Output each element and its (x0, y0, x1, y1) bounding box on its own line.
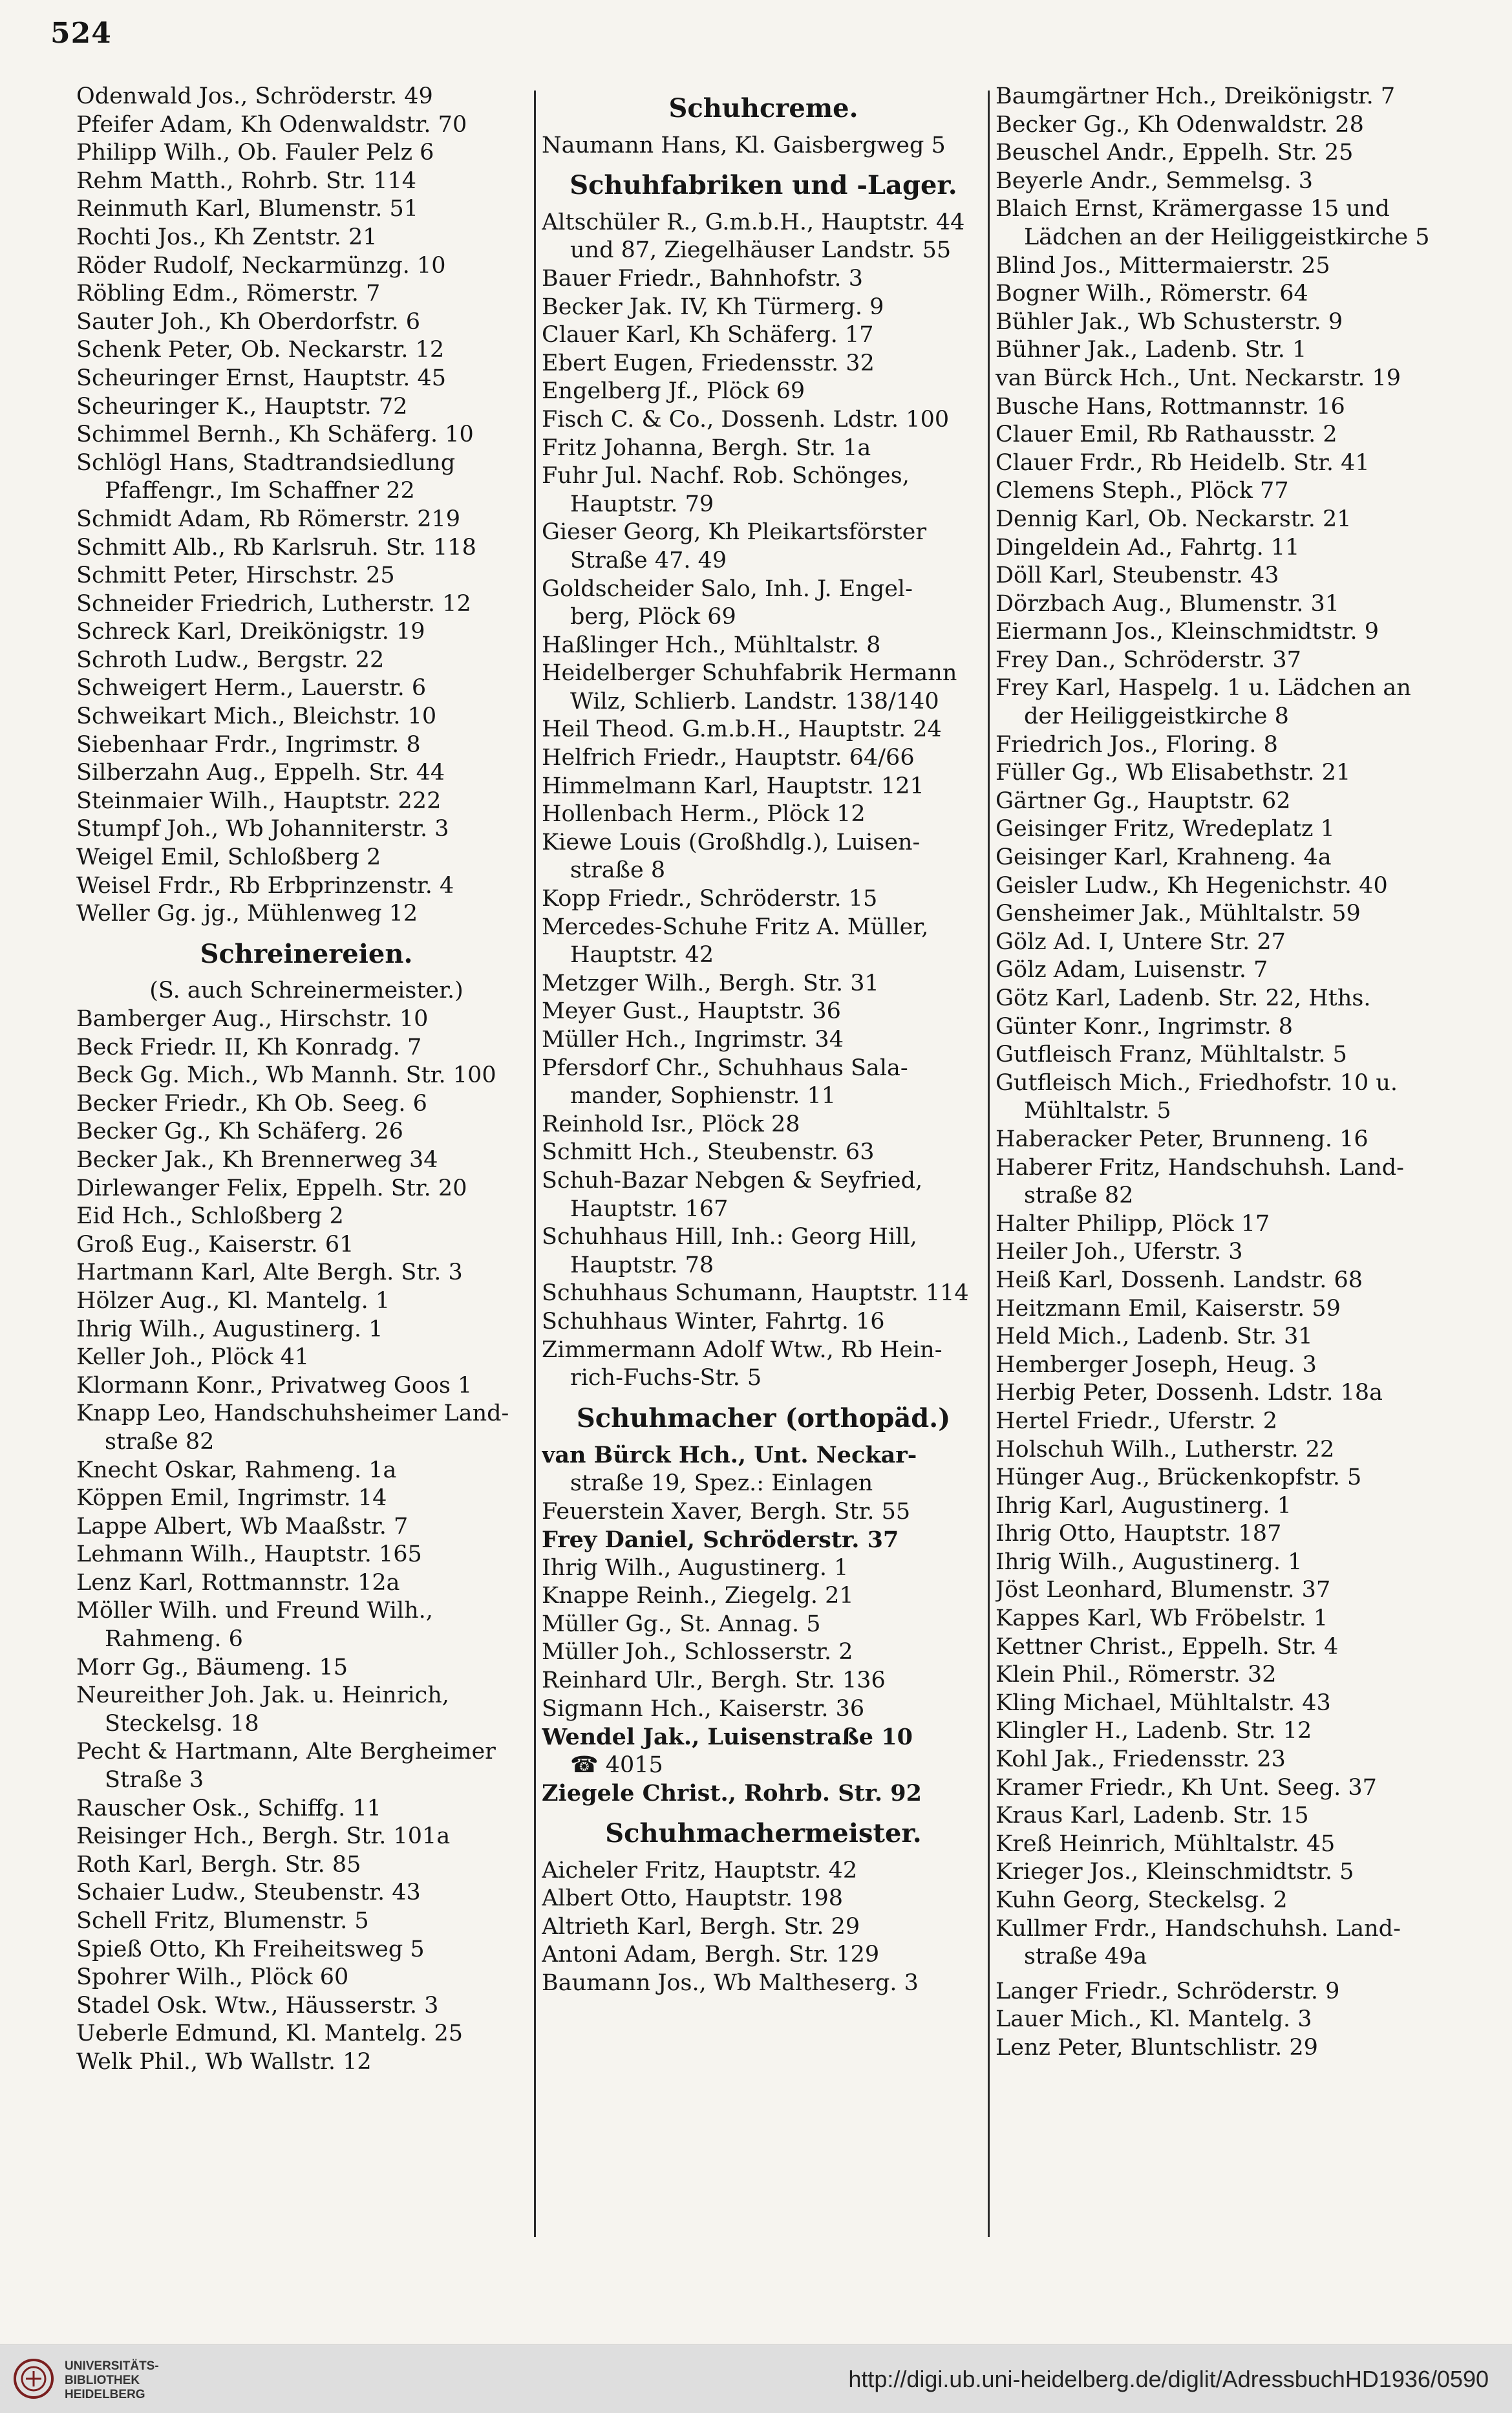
directory-entry: Haberacker Peter, Brunneng. 16 (996, 1126, 1368, 1152)
directory-entry: Altschüler R., G.m.b.H., Hauptstr. 44 (542, 209, 965, 235)
directory-entry: Schroth Ludw., Bergstr. 22 (76, 647, 385, 673)
directory-entry: Beuschel Andr., Eppelh. Str. 25 (996, 140, 1354, 166)
directory-entry: Geisinger Karl, Krahneng. 4a (996, 844, 1332, 871)
directory-entry: Lenz Karl, Rottmannstr. 12a (76, 1569, 400, 1596)
directory-entry: Bauer Friedr., Bahnhofstr. 3 (542, 265, 863, 292)
directory-entry: Götz Karl, Ladenb. Str. 22, Hths. (996, 985, 1371, 1011)
library-logo-text (65, 2359, 159, 2402)
directory-entry: Eid Hch., Schloßberg 2 (76, 1203, 344, 1230)
directory-entry: Ueberle Edmund, Kl. Mantelg. 25 (76, 2021, 463, 2047)
directory-entry: Füller Gg., Wb Elisabethstr. 21 (996, 760, 1351, 786)
column-right (996, 83, 1448, 2063)
entry-continuation: berg, Plöck 69 (570, 604, 736, 630)
directory-entry: Hollenbach Herm., Plöck 12 (542, 801, 866, 828)
directory-entry: Kreß Heinrich, Mühltalstr. 45 (996, 1830, 1336, 1857)
logo-line: UNIVERSITÄTS- (65, 2359, 159, 2373)
directory-entry: Heiß Karl, Dossenh. Landstr. 68 (996, 1267, 1363, 1293)
entry-continuation: ☎ 4015 (570, 1752, 663, 1778)
section-heading: Schreinereien. (200, 939, 413, 969)
directory-entry: Müller Gg., St. Annag. 5 (542, 1611, 821, 1637)
directory-entry: Kramer Friedr., Kh Unt. Seeg. 37 (996, 1774, 1377, 1801)
directory-entry: Roth Karl, Bergh. Str. 85 (76, 1851, 361, 1878)
directory-entry: Schneider Friedrich, Lutherstr. 12 (76, 590, 471, 617)
directory-entry: Klormann Konr., Privatweg Goos 1 (76, 1372, 473, 1399)
directory-entry: Geisler Ludw., Kh Hegenichstr. 40 (996, 872, 1388, 899)
directory-entry: Lenz Peter, Bluntschlistr. 29 (996, 2034, 1318, 2061)
directory-entry: Halter Philipp, Plöck 17 (996, 1210, 1270, 1237)
directory-entry: Hartmann Karl, Alte Bergh. Str. 3 (76, 1260, 463, 1286)
section-heading: Schuhfabriken und -Lager. (570, 171, 957, 200)
directory-entry: Ihrig Otto, Hauptstr. 187 (996, 1521, 1282, 1547)
directory-entry: Ziegele Christ., Rohrb. Str. 92 (542, 1780, 922, 1807)
directory-entry: Metzger Wilh., Bergh. Str. 31 (542, 970, 879, 996)
column-middle (542, 83, 985, 1998)
directory-entry: Sauter Joh., Kh Oberdorfstr. 6 (76, 308, 420, 335)
directory-entry: Neureither Joh. Jak. u. Heinrich, (76, 1682, 449, 1709)
directory-entry: Pecht & Hartmann, Alte Bergheimer (76, 1739, 496, 1765)
directory-entry: Weigel Emil, Schloßberg 2 (76, 844, 381, 871)
directory-entry: Schweikart Mich., Bleichstr. 10 (76, 703, 437, 730)
directory-entry: Köppen Emil, Ingrimstr. 14 (76, 1485, 387, 1512)
entry-continuation: Hauptstr. 167 (570, 1196, 729, 1222)
directory-entry: Jöst Leonhard, Blumenstr. 37 (996, 1577, 1331, 1603)
section-heading: Schuhmachermeister. (605, 1819, 922, 1848)
directory-entry: Beyerle Andr., Semmelsg. 3 (996, 167, 1314, 194)
directory-entry: Gutfleisch Mich., Friedhofstr. 10 u. (996, 1069, 1398, 1096)
directory-entry: Lauer Mich., Kl. Mantelg. 3 (996, 2006, 1312, 2033)
directory-entry: Clemens Steph., Plöck 77 (996, 478, 1289, 504)
directory-entry: Heiler Joh., Uferstr. 3 (996, 1239, 1243, 1265)
directory-entry: Helfrich Friedr., Hauptstr. 64/66 (542, 745, 915, 771)
directory-entry: Ihrig Wilh., Augustinerg. 1 (996, 1549, 1303, 1575)
entry-continuation: straße 82 (105, 1428, 215, 1455)
entry-continuation: Lädchen an der Heiliggeistkirche 5 (1024, 224, 1430, 250)
directory-entry: Rauscher Osk., Schiffg. 11 (76, 1795, 381, 1821)
directory-entry: Langer Friedr., Schröderstr. 9 (996, 1978, 1340, 2004)
directory-entry: Mercedes-Schuhe Fritz A. Müller, (542, 914, 929, 940)
directory-entry: Kling Michael, Mühltalstr. 43 (996, 1689, 1331, 1716)
directory-entry: Schimmel Bernh., Kh Schäferg. 10 (76, 422, 474, 448)
directory-entry: Schlögl Hans, Stadtrandsiedlung (76, 449, 456, 476)
directory-entry: Heitzmann Emil, Kaiserstr. 59 (996, 1295, 1341, 1322)
directory-entry: van Bürck Hch., Unt. Neckar- (542, 1442, 917, 1469)
directory-entry: Hertel Friedr., Uferstr. 2 (996, 1408, 1277, 1434)
directory-entry: Altrieth Karl, Bergh. Str. 29 (542, 1913, 860, 1940)
directory-entry: Meyer Gust., Hauptstr. 36 (542, 998, 841, 1025)
directory-entry: Antoni Adam, Bergh. Str. 129 (542, 1942, 880, 1968)
directory-entry: Pfersdorf Chr., Schuhhaus Sala- (542, 1055, 908, 1081)
directory-entry: Albert Otto, Hauptstr. 198 (542, 1885, 844, 1912)
entry-continuation: Steckelsg. 18 (105, 1710, 259, 1737)
directory-entry: Engelberg Jf., Plöck 69 (542, 378, 805, 405)
directory-entry: Bamberger Aug., Hirschstr. 10 (76, 1006, 429, 1032)
directory-entry: Ebert Eugen, Friedensstr. 32 (542, 350, 875, 376)
footer-bar (0, 2344, 1512, 2413)
entry-continuation: straße 82 (1024, 1183, 1134, 1209)
directory-entry: Gölz Adam, Luisenstr. 7 (996, 957, 1268, 983)
directory-entry: Knapp Leo, Handschuhsheimer Land- (76, 1400, 509, 1427)
directory-entry: Weller Gg. jg., Mühlenweg 12 (76, 901, 418, 927)
entry-continuation: straße 49a (1024, 1944, 1147, 1970)
directory-entry: Holschuh Wilh., Lutherstr. 22 (996, 1436, 1335, 1463)
directory-entry: Müller Joh., Schlosserstr. 2 (542, 1639, 853, 1666)
directory-entry: Reinhard Ulr., Bergh. Str. 136 (542, 1668, 886, 1694)
directory-entry: Steinmaier Wilh., Hauptstr. 222 (76, 788, 442, 814)
entry-continuation: Straße 47. 49 (570, 547, 727, 574)
directory-entry: Frey Daniel, Schröderstr. 37 (542, 1527, 899, 1554)
directory-entry: Müller Hch., Ingrimstr. 34 (542, 1027, 844, 1053)
directory-entry: Schmitt Alb., Rb Karlsruh. Str. 118 (76, 534, 476, 561)
directory-entry: Kuhn Georg, Steckelsg. 2 (996, 1887, 1288, 1913)
entry-continuation: straße 8 (570, 857, 666, 884)
entry-continuation: mander, Sophienstr. 11 (570, 1083, 836, 1110)
directory-entry: Gutfleisch Franz, Mühltalstr. 5 (996, 1042, 1347, 1068)
directory-entry: Klingler H., Ladenb. Str. 12 (996, 1718, 1312, 1744)
directory-entry: Aicheler Fritz, Hauptstr. 42 (542, 1857, 858, 1883)
directory-entry: Friedrich Jos., Floring. 8 (996, 731, 1278, 758)
directory-entry: Morr Gg., Bäumeng. 15 (76, 1654, 348, 1680)
directory-entry: Reinhold Isr., Plöck 28 (542, 1111, 800, 1137)
directory-entry: Schmitt Hch., Steubenstr. 63 (542, 1139, 875, 1166)
directory-entry: Clauer Karl, Kh Schäferg. 17 (542, 322, 874, 349)
entry-continuation: der Heiliggeistkirche 8 (1024, 703, 1289, 730)
page-number: 524 (50, 17, 112, 50)
directory-entry: Rochti Jos., Kh Zentstr. 21 (76, 224, 378, 250)
directory-entry: Becker Jak. IV, Kh Türmerg. 9 (542, 294, 884, 320)
directory-entry: Becker Friedr., Kh Ob. Seeg. 6 (76, 1090, 427, 1117)
directory-entry: Schaier Ludw., Steubenstr. 43 (76, 1880, 421, 1906)
section-heading: Schuhcreme. (668, 94, 858, 123)
directory-entry: Kappes Karl, Wb Fröbelstr. 1 (996, 1605, 1328, 1632)
directory-entry: Röder Rudolf, Neckarmünzg. 10 (76, 252, 446, 279)
directory-entry: Schuh-Bazar Nebgen & Seyfried, (542, 1167, 923, 1194)
directory-entry: Frey Dan., Schröderstr. 37 (996, 647, 1301, 673)
directory-entry: Held Mich., Ladenb. Str. 31 (996, 1324, 1313, 1350)
directory-entry: Gölz Ad. I, Untere Str. 27 (996, 928, 1286, 955)
directory-entry: Clauer Emil, Rb Rathausstr. 2 (996, 422, 1337, 448)
directory-entry: Becker Gg., Kh Odenwaldstr. 28 (996, 111, 1364, 138)
entry-continuation: Hauptstr. 78 (570, 1252, 714, 1278)
directory-entry: Klein Phil., Römerstr. 32 (996, 1662, 1277, 1688)
directory-entry: Beck Gg. Mich., Wb Mannh. Str. 100 (76, 1062, 496, 1089)
directory-entry: Bogner Wilh., Römerstr. 64 (996, 281, 1308, 307)
entry-continuation: Rahmeng. 6 (105, 1626, 243, 1653)
directory-entry: Keller Joh., Plöck 41 (76, 1344, 310, 1371)
directory-entry: Bühner Jak., Ladenb. Str. 1 (996, 337, 1307, 363)
directory-entry: Kettner Christ., Eppelh. Str. 4 (996, 1633, 1339, 1660)
directory-entry: van Bürck Hch., Unt. Neckarstr. 19 (996, 365, 1401, 391)
directory-entry: Scheuringer K., Hauptstr. 72 (76, 393, 408, 420)
directory-entry: Sigmann Hch., Kaiserstr. 36 (542, 1695, 865, 1722)
column-rule (988, 91, 990, 2237)
directory-entry: Bühler Jak., Wb Schusterstr. 9 (996, 308, 1343, 335)
directory-entry: Ihrig Karl, Augustinerg. 1 (996, 1492, 1292, 1519)
directory-entry: Stumpf Joh., Wb Johanniterstr. 3 (76, 816, 449, 842)
directory-entry: Busche Hans, Rottmannstr. 16 (996, 393, 1345, 420)
directory-entry: Philipp Wilh., Ob. Fauler Pelz 6 (76, 140, 434, 166)
directory-entry: Hünger Aug., Brückenkopfstr. 5 (996, 1464, 1362, 1491)
directory-entry: Schweigert Herm., Lauerstr. 6 (76, 675, 427, 702)
directory-entry: Spieß Otto, Kh Freiheitsweg 5 (76, 1936, 425, 1962)
entry-continuation: Wilz, Schlierb. Landstr. 138/140 (570, 688, 939, 714)
directory-entry: Günter Konr., Ingrimstr. 8 (996, 1013, 1294, 1040)
directory-entry: Weisel Frdr., Rb Erbprinzenstr. 4 (76, 872, 454, 899)
directory-entry: Schmidt Adam, Rb Römerstr. 219 (76, 506, 460, 532)
directory-entry: Ihrig Wilh., Augustinerg. 1 (76, 1316, 383, 1342)
directory-entry: Döll Karl, Steubenstr. 43 (996, 563, 1279, 589)
directory-entry: Scheuringer Ernst, Hauptstr. 45 (76, 365, 447, 391)
directory-entry: Siebenhaar Frdr., Ingrimstr. 8 (76, 731, 421, 758)
directory-entry: Becker Gg., Kh Schäferg. 26 (76, 1119, 403, 1145)
directory-entry: Schell Fritz, Blumenstr. 5 (76, 1908, 369, 1934)
entry-continuation: und 87, Ziegelhäuser Landstr. 55 (570, 237, 952, 264)
directory-entry: Pfeifer Adam, Kh Odenwaldstr. 70 (76, 111, 467, 138)
directory-entry: Blaich Ernst, Krämergasse 15 und (996, 196, 1390, 222)
directory-entry: Hemberger Joseph, Heug. 3 (996, 1351, 1317, 1378)
directory-entry: Himmelmann Karl, Hauptstr. 121 (542, 773, 924, 799)
directory-entry: Baumann Jos., Wb Maltheserg. 3 (542, 1970, 919, 1996)
directory-entry: Möller Wilh. und Freund Wilh., (76, 1598, 433, 1624)
directory-entry: Röbling Edm., Römerstr. 7 (76, 281, 381, 307)
logo-line: HEIDELBERG (65, 2388, 145, 2401)
directory-entry: Reinmuth Karl, Blumenstr. 51 (76, 196, 419, 222)
directory-entry: Zimmermann Adolf Wtw., Rb Hein- (542, 1336, 942, 1363)
directory-entry: Schuhhaus Schumann, Hauptstr. 114 (542, 1280, 969, 1307)
directory-entry: Welk Phil., Wb Wallstr. 12 (76, 2048, 372, 2075)
directory-entry: Reisinger Hch., Bergh. Str. 101a (76, 1823, 451, 1850)
directory-entry: Dirlewanger Felix, Eppelh. Str. 20 (76, 1175, 467, 1201)
column-left (76, 83, 537, 2077)
directory-entry: Gieser Georg, Kh Pleikartsförster (542, 519, 927, 546)
directory-entry: Blind Jos., Mittermaierstr. 25 (996, 252, 1330, 279)
directory-entry: Lehmann Wilh., Hauptstr. 165 (76, 1541, 422, 1568)
directory-entry: Haßlinger Hch., Mühltalstr. 8 (542, 632, 881, 658)
directory-entry: Kohl Jak., Friedensstr. 23 (996, 1746, 1286, 1773)
directory-entry: Herbig Peter, Dossenh. Ldstr. 18a (996, 1380, 1383, 1406)
section-note: (S. auch Schreinermeister.) (149, 978, 463, 1004)
directory-entry: Kopp Friedr., Schröderstr. 15 (542, 886, 878, 912)
directory-entry: Schmitt Peter, Hirschstr. 25 (76, 563, 395, 589)
directory-entry: Rehm Matth., Rohrb. Str. 114 (76, 167, 417, 194)
entry-continuation: straße 19, Spez.: Einlagen (570, 1470, 873, 1496)
directory-entry: Hölzer Aug., Kl. Mantelg. 1 (76, 1287, 390, 1314)
directory-entry: Ihrig Wilh., Augustinerg. 1 (542, 1554, 849, 1581)
directory-entry: Schenk Peter, Ob. Neckarstr. 12 (76, 337, 445, 363)
directory-entry: Groß Eug., Kaiserstr. 61 (76, 1231, 354, 1258)
directory-entry: Stadel Osk. Wtw., Häusserstr. 3 (76, 1992, 439, 2019)
entry-continuation: rich-Fuchs-Str. 5 (570, 1365, 762, 1391)
directory-entry: Silberzahn Aug., Eppelh. Str. 44 (76, 760, 445, 786)
directory-entry: Odenwald Jos., Schröderstr. 49 (76, 83, 433, 109)
directory-entry: Gärtner Gg., Hauptstr. 62 (996, 788, 1291, 814)
directory-entry: Geisinger Fritz, Wredeplatz 1 (996, 816, 1335, 842)
directory-entry: Lappe Albert, Wb Maaßstr. 7 (76, 1513, 409, 1539)
directory-entry: Baumgärtner Hch., Dreikönigstr. 7 (996, 83, 1396, 109)
directory-entry: Eiermann Jos., Kleinschmidtstr. 9 (996, 619, 1379, 645)
directory-entry: Heidelberger Schuhfabrik Hermann (542, 660, 957, 687)
entry-continuation: Mühltalstr. 5 (1024, 1098, 1171, 1124)
entry-continuation: Hauptstr. 79 (570, 491, 714, 517)
directory-entry: Fisch C. & Co., Dossenh. Ldstr. 100 (542, 406, 950, 433)
directory-entry: Clauer Frdr., Rb Heidelb. Str. 41 (996, 449, 1370, 476)
directory-entry: Kraus Karl, Ladenb. Str. 15 (996, 1803, 1309, 1829)
directory-entry: Naumann Hans, Kl. Gaisbergweg 5 (542, 132, 946, 158)
directory-entry: Wendel Jak., Luisenstraße 10 (542, 1724, 913, 1751)
directory-entry: Spohrer Wilh., Plöck 60 (76, 1964, 349, 1991)
directory-entry: Goldscheider Salo, Inh. J. Engel- (542, 575, 913, 602)
directory-entry: Feuerstein Xaver, Bergh. Str. 55 (542, 1498, 911, 1525)
entry-continuation: Straße 3 (105, 1767, 204, 1794)
directory-entry: Heil Theod. G.m.b.H., Hauptstr. 24 (542, 716, 942, 743)
directory-entry: Kullmer Frdr., Handschuhsh. Land- (996, 1915, 1401, 1942)
directory-entry: Becker Jak., Kh Brennerweg 34 (76, 1146, 438, 1173)
directory-entry: Dennig Karl, Ob. Neckarstr. 21 (996, 506, 1352, 532)
directory-entry: Fritz Johanna, Bergh. Str. 1a (542, 434, 871, 461)
directory-entry: Dingeldein Ad., Fahrtg. 11 (996, 534, 1300, 561)
directory-entry: Gensheimer Jak., Mühltalstr. 59 (996, 901, 1361, 927)
logo-line: BIBLIOTHEK (65, 2374, 140, 2387)
directory-entry: Beck Friedr. II, Kh Konradg. 7 (76, 1034, 422, 1060)
directory-entry: Kiewe Louis (Großhdlg.), Luisen- (542, 829, 921, 855)
directory-entry: Knappe Reinh., Ziegelg. 21 (542, 1583, 854, 1609)
directory-entry: Knecht Oskar, Rahmeng. 1a (76, 1457, 397, 1483)
directory-entry: Krieger Jos., Kleinschmidtstr. 5 (996, 1859, 1354, 1885)
directory-entry: Frey Karl, Haspelg. 1 u. Lädchen an (996, 675, 1411, 702)
directory-entry: Schuhhaus Winter, Fahrtg. 16 (542, 1308, 885, 1335)
directory-entry: Schreck Karl, Dreikönigstr. 19 (76, 619, 425, 645)
section-heading: Schuhmacher (orthopäd.) (576, 1404, 951, 1433)
directory-entry: Dörzbach Aug., Blumenstr. 31 (996, 590, 1340, 617)
source-url[interactable]: http://digi.ub.uni-heidelberg.de/diglit/AdressbuchHD1936/0590 (848, 2366, 1489, 2392)
directory-entry: Haberer Fritz, Handschuhsh. Land- (996, 1154, 1404, 1181)
entry-continuation: Hauptstr. 42 (570, 942, 714, 969)
directory-entry: Fuhr Jul. Nachf. Rob. Schönges, (542, 463, 910, 489)
library-seal-icon (13, 2358, 54, 2399)
directory-entry: Schuhhaus Hill, Inh.: Georg Hill, (542, 1224, 917, 1250)
entry-continuation: Pfaffengr., Im Schaffner 22 (105, 478, 415, 504)
